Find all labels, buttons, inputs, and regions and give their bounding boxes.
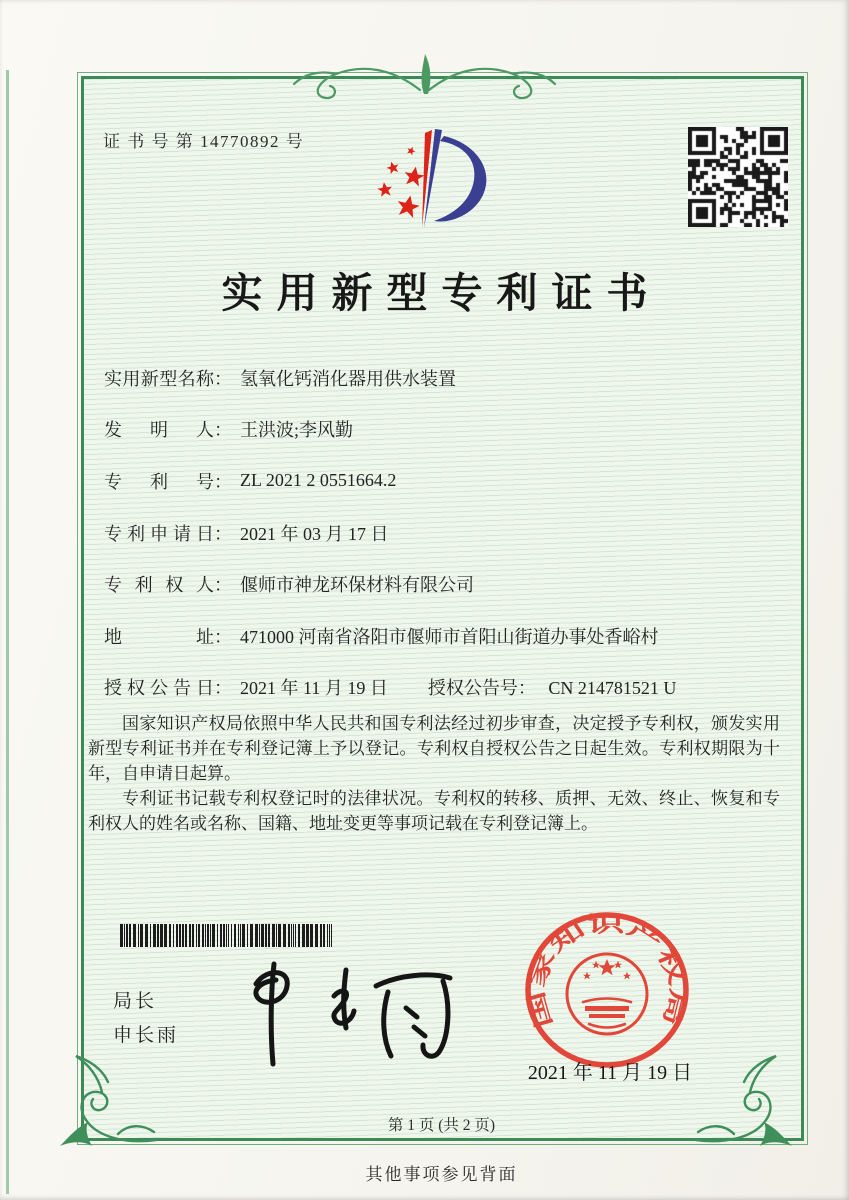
certificate-title: 实用新型专利证书 <box>221 270 662 316</box>
field-value: 王洪波;李风勤 <box>240 420 354 441</box>
field-value: CN 214781521 U <box>548 678 677 699</box>
field-label: 授权公告号 <box>427 678 518 699</box>
certificate-fields <box>104 352 764 713</box>
certificate-number: 证 书 号 第 14770892 号 <box>103 132 305 151</box>
page-number: 第 1 页 (共 2 页) <box>387 1117 496 1134</box>
colon: ： <box>214 420 232 441</box>
field-inventors <box>104 404 764 456</box>
field-filing-date <box>104 507 764 559</box>
field-grant-date-and-number <box>104 662 764 714</box>
field-value: 2021 年 03 月 17 日 <box>240 523 389 544</box>
seal-text: 国家知识产权局 <box>523 911 692 1031</box>
national-emblem-icon <box>567 954 647 1034</box>
field-value: 471000 河南省洛阳市偃师市首阳山街道办事处香峪村 <box>240 626 659 647</box>
field-label: 授权公告日 <box>104 678 214 699</box>
legal-paragraph-1: 国家知识产权局依照中华人民共和国专利法经过初步审查，决定授予专利权，颁发实用新型专利证书并在专利登记簿上予以登记。专利权自授权公告之日起生效。专利权期限为十年，自申请日起算。 <box>88 714 780 783</box>
official-seal <box>521 910 693 1072</box>
director-block <box>113 985 179 1053</box>
colon: ： <box>214 471 232 492</box>
colon: ： <box>214 626 232 647</box>
field-label: 实用新型名称 <box>104 368 214 389</box>
qr-code <box>688 127 788 227</box>
legal-paragraph-2: 专利证书记载专利权登记时的法律状况。专利权的转移、质押、无效、终止、恢复和专利权人的姓名或名称、国籍、地址变更等事项记载在专利登记簿上。 <box>88 789 780 833</box>
colon: ： <box>214 575 232 596</box>
top-flourish-ornament <box>292 40 557 100</box>
field-label: 专利申请日 <box>104 523 214 544</box>
director-title: 局长 <box>113 991 158 1012</box>
field-value: 氢氧化钙消化器用供水装置 <box>240 368 456 389</box>
seal-date: 2021 年 11 月 19 日 <box>527 1062 693 1084</box>
field-patentee <box>104 558 764 610</box>
colon: ： <box>214 678 232 699</box>
field-label: 专利权人 <box>104 575 214 596</box>
colon: ： <box>517 678 536 699</box>
field-value: 2021 年 11 月 19 日 <box>240 678 388 699</box>
field-utility-model-name <box>104 352 764 404</box>
director-signature <box>238 950 463 1075</box>
colon: ： <box>214 523 232 544</box>
barcode <box>120 924 340 947</box>
field-label: 发明人 <box>104 420 214 441</box>
underlying-page-edge <box>6 70 9 1194</box>
field-patent-number <box>104 455 764 507</box>
legal-text <box>88 711 780 836</box>
field-address <box>104 610 764 662</box>
field-value: ZL 2021 2 0551664.2 <box>240 470 397 491</box>
cnipa-logo-icon <box>338 120 506 238</box>
director-name: 申长雨 <box>113 1025 180 1046</box>
field-label: 专利号 <box>104 471 214 492</box>
back-side-note: 其他事项参见背面 <box>365 1165 518 1184</box>
field-grant-number <box>428 674 677 700</box>
colon: ： <box>214 368 232 389</box>
field-value: 偃师市神龙环保材料有限公司 <box>240 575 474 596</box>
field-label: 地址 <box>104 626 214 647</box>
